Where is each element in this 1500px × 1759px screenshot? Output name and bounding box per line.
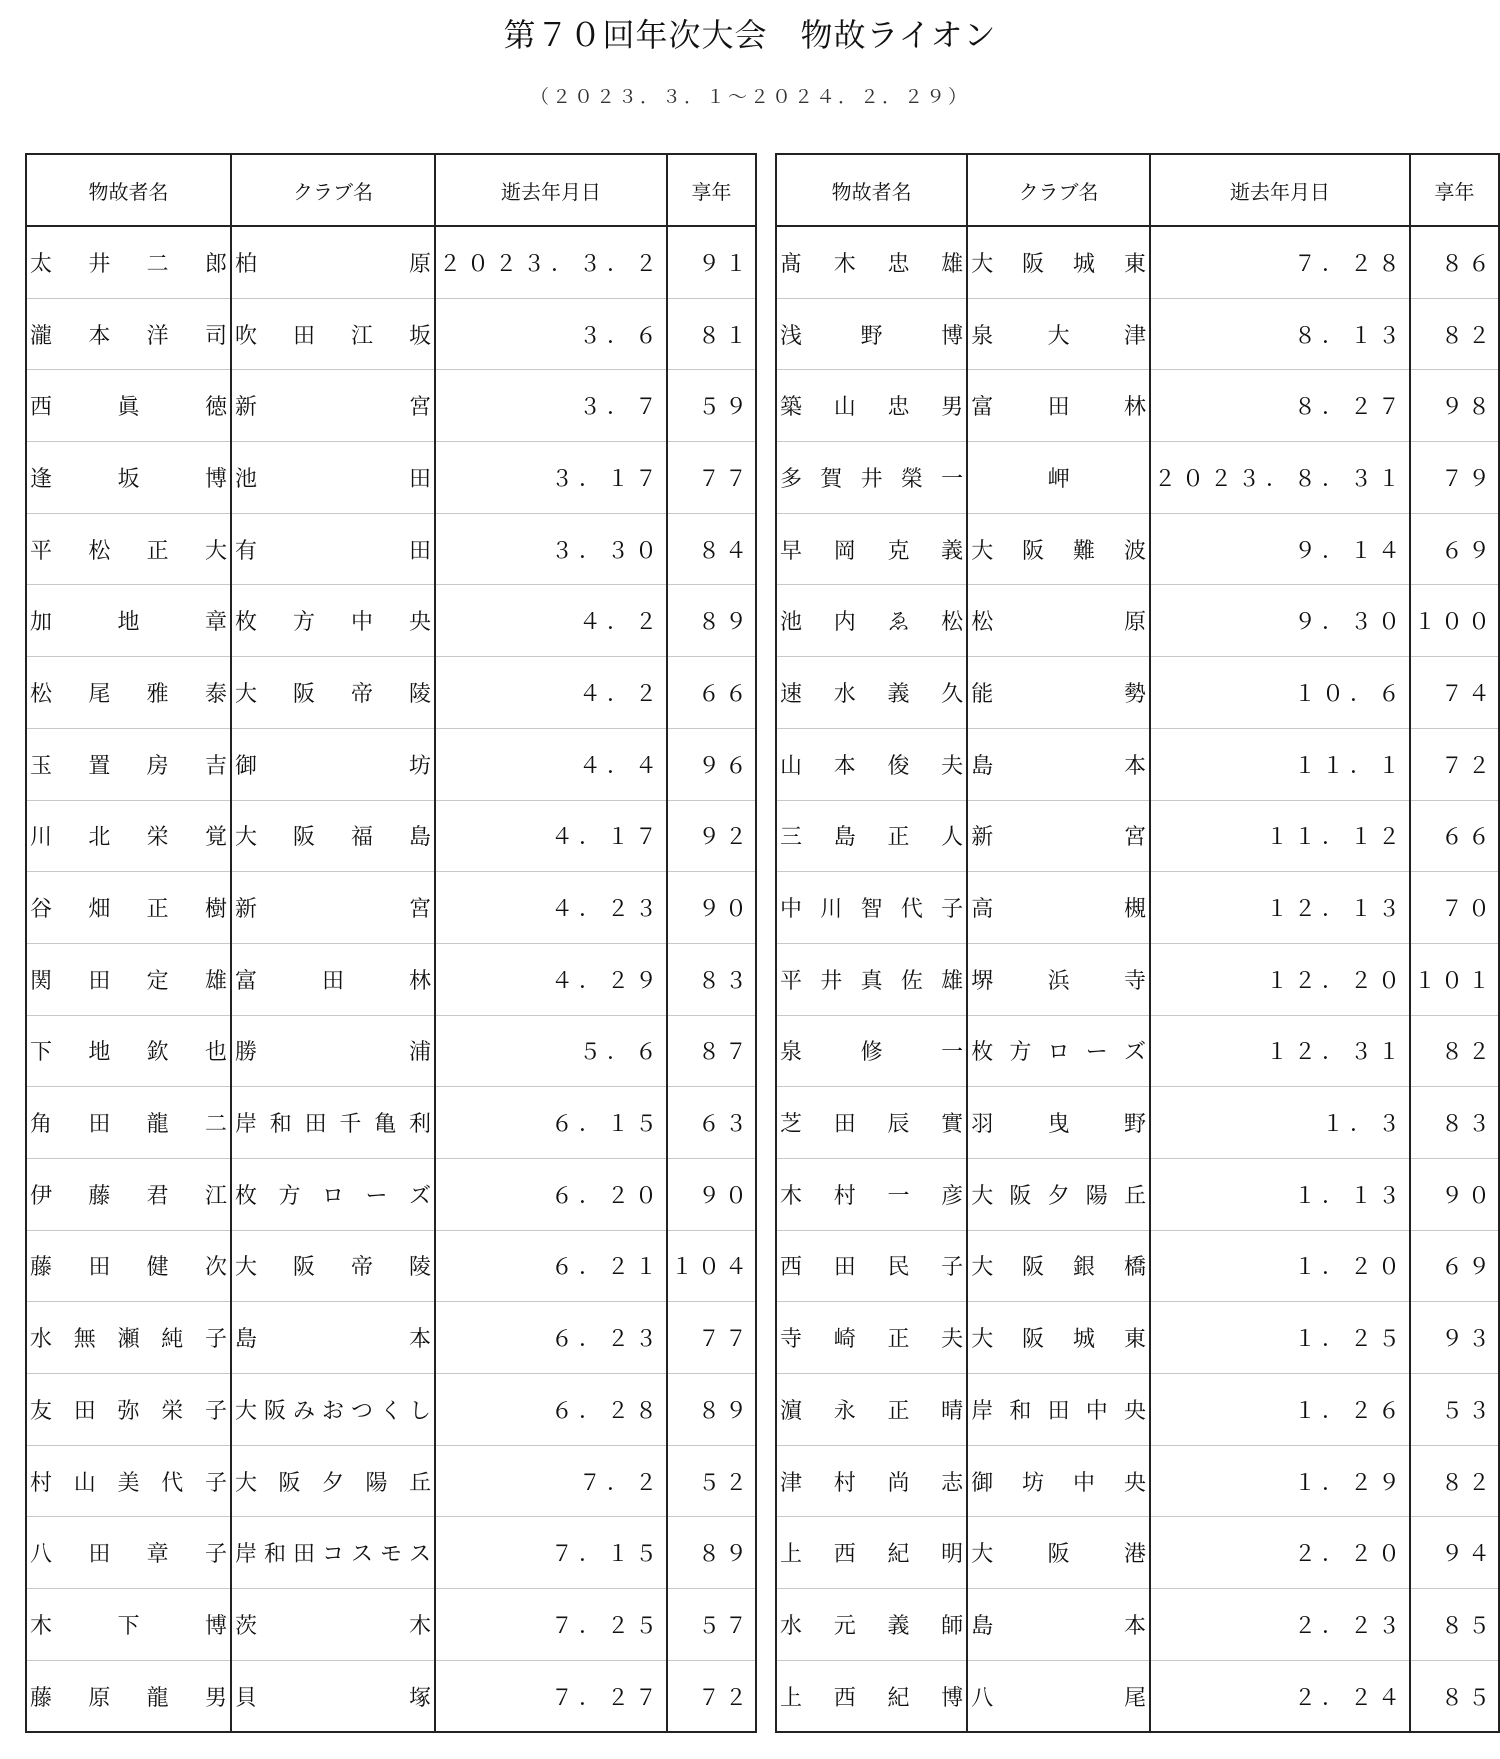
death-date: １．３ <box>1150 1087 1410 1159</box>
age-at-death: １００ <box>1410 585 1499 657</box>
death-date: ６．２８ <box>435 1374 667 1446</box>
death-date: ６．１５ <box>435 1087 667 1159</box>
death-date: ６．２０ <box>435 1158 667 1230</box>
age-at-death: ８５ <box>1410 1660 1499 1732</box>
deceased-name: 平 井 真 佐 雄 <box>776 943 967 1015</box>
death-date: １２．３１ <box>1150 1015 1410 1087</box>
age-at-death: ６９ <box>1410 1230 1499 1302</box>
deceased-name: 八 田 章 子 <box>26 1517 231 1589</box>
deceased-name: 早 岡 克 義 <box>776 513 967 585</box>
age-at-death: ８９ <box>667 585 756 657</box>
age-at-death: ９０ <box>1410 1158 1499 1230</box>
death-date: ６．２１ <box>435 1230 667 1302</box>
age-at-death: ９６ <box>667 728 756 800</box>
club-name: 新 宮 <box>231 872 435 944</box>
table-row <box>26 728 756 800</box>
table-row <box>26 298 756 370</box>
club-name: 八 尾 <box>967 1660 1150 1732</box>
deceased-name: 上 西 紀 博 <box>776 1660 967 1732</box>
table-row <box>26 657 756 729</box>
age-at-death: ９４ <box>1410 1517 1499 1589</box>
deceased-name: 山 本 俊 夫 <box>776 728 967 800</box>
header-date: 逝去年月日 <box>1150 154 1410 226</box>
club-name: 羽 曳 野 <box>967 1087 1150 1159</box>
header-row <box>26 154 756 226</box>
table-row <box>776 1660 1499 1732</box>
deceased-name: 松 尾 雅 泰 <box>26 657 231 729</box>
club-name: 能 勢 <box>967 657 1150 729</box>
deceased-name: 築 山 忠 男 <box>776 370 967 442</box>
death-date: ５．６ <box>435 1015 667 1087</box>
club-name: 大 阪 夕 陽 丘 <box>967 1158 1150 1230</box>
deceased-name: 泉 修 一 <box>776 1015 967 1087</box>
death-date: ４．４ <box>435 728 667 800</box>
death-date: ７．２ <box>435 1445 667 1517</box>
club-name: 貝 塚 <box>231 1660 435 1732</box>
death-date: １．２５ <box>1150 1302 1410 1374</box>
age-at-death: ８７ <box>667 1015 756 1087</box>
age-at-death: ５９ <box>667 370 756 442</box>
club-name: 岬 <box>967 442 1150 514</box>
club-name: 御 坊 中 央 <box>967 1445 1150 1517</box>
deceased-name: 中 川 智 代 子 <box>776 872 967 944</box>
table-row <box>26 1445 756 1517</box>
club-name: 新 宮 <box>967 800 1150 872</box>
age-at-death: ９０ <box>667 1158 756 1230</box>
club-name: 岸 和 田 コ ス モ ス <box>231 1517 435 1589</box>
club-name: 島 本 <box>967 1589 1150 1661</box>
table-row <box>776 585 1499 657</box>
age-at-death: ８５ <box>1410 1589 1499 1661</box>
death-date: １１．１ <box>1150 728 1410 800</box>
deceased-name: 水 元 義 師 <box>776 1589 967 1661</box>
death-date: ２０２３．８．３１ <box>1150 442 1410 514</box>
header-name: 物故者名 <box>26 154 231 226</box>
deceased-name: 玉 置 房 吉 <box>26 728 231 800</box>
table-row <box>26 370 756 442</box>
age-at-death: ７７ <box>667 442 756 514</box>
deceased-name: 多 賀 井 榮 一 <box>776 442 967 514</box>
death-date: ８．２７ <box>1150 370 1410 442</box>
deceased-name: 加 地 章 <box>26 585 231 657</box>
age-at-death: ７４ <box>1410 657 1499 729</box>
deceased-name: 西 眞 徳 <box>26 370 231 442</box>
death-date: １．２９ <box>1150 1445 1410 1517</box>
memorial-table-left <box>25 153 757 1733</box>
deceased-name: 角 田 龍 二 <box>26 1087 231 1159</box>
club-name: 勝 浦 <box>231 1015 435 1087</box>
death-date: １．２０ <box>1150 1230 1410 1302</box>
age-at-death: ７２ <box>1410 728 1499 800</box>
deceased-name: 西 田 民 子 <box>776 1230 967 1302</box>
table-row <box>776 657 1499 729</box>
death-date: ９．３０ <box>1150 585 1410 657</box>
table-row <box>26 1230 756 1302</box>
period-range: （２０２３．３．１～２０２４．２．２９） <box>529 86 970 108</box>
club-name: 茨 木 <box>231 1589 435 1661</box>
table-row <box>26 442 756 514</box>
age-at-death: ７２ <box>667 1660 756 1732</box>
club-name: 島 本 <box>967 728 1150 800</box>
table-row <box>776 513 1499 585</box>
deceased-name: 寺 崎 正 夫 <box>776 1302 967 1374</box>
death-date: ４．２９ <box>435 943 667 1015</box>
deceased-name: 下 地 欽 也 <box>26 1015 231 1087</box>
table-row <box>776 1445 1499 1517</box>
table-row <box>776 872 1499 944</box>
death-date: １．１３ <box>1150 1158 1410 1230</box>
deceased-name: 村 山 美 代 子 <box>26 1445 231 1517</box>
table-row <box>776 800 1499 872</box>
death-date: ２０２３．３．２ <box>435 226 667 298</box>
page-title: 第７０回年次大会 物故ライオン <box>503 16 997 54</box>
death-date: ７．２７ <box>435 1660 667 1732</box>
age-at-death: ５７ <box>667 1589 756 1661</box>
deceased-name: 池 内 ゑ 松 <box>776 585 967 657</box>
club-name: 大 阪 帝 陵 <box>231 657 435 729</box>
death-date: １０．６ <box>1150 657 1410 729</box>
age-at-death: １０１ <box>1410 943 1499 1015</box>
age-at-death: ８４ <box>667 513 756 585</box>
age-at-death: ６３ <box>667 1087 756 1159</box>
club-name: 新 宮 <box>231 370 435 442</box>
death-date: ３．６ <box>435 298 667 370</box>
table-row <box>26 872 756 944</box>
age-at-death: ９０ <box>667 872 756 944</box>
table-row <box>776 1589 1499 1661</box>
age-at-death: ８２ <box>1410 298 1499 370</box>
club-name: 富 田 林 <box>231 943 435 1015</box>
club-name: 大 阪 福 島 <box>231 800 435 872</box>
age-at-death: ８３ <box>1410 1087 1499 1159</box>
death-date: ４．１７ <box>435 800 667 872</box>
header-club: クラブ名 <box>967 154 1150 226</box>
table-row <box>776 1374 1499 1446</box>
table-row <box>776 1230 1499 1302</box>
header-age: 享年 <box>667 154 756 226</box>
club-name: 堺 浜 寺 <box>967 943 1150 1015</box>
table-row <box>776 226 1499 298</box>
table-row <box>776 728 1499 800</box>
header-date: 逝去年月日 <box>435 154 667 226</box>
age-at-death: １０４ <box>667 1230 756 1302</box>
deceased-name: 藤 田 健 次 <box>26 1230 231 1302</box>
death-date: １２．１３ <box>1150 872 1410 944</box>
club-name: 大 阪 帝 陵 <box>231 1230 435 1302</box>
club-name: 大 阪 夕 陽 丘 <box>231 1445 435 1517</box>
memorial-rows-right <box>776 226 1499 1732</box>
deceased-name: 川 北 栄 覚 <box>26 800 231 872</box>
table-row <box>26 513 756 585</box>
death-date: ４．２ <box>435 585 667 657</box>
death-date: １．２６ <box>1150 1374 1410 1446</box>
deceased-name: 友 田 弥 栄 子 <box>26 1374 231 1446</box>
deceased-name: 三 島 正 人 <box>776 800 967 872</box>
club-name: 池 田 <box>231 442 435 514</box>
deceased-name: 津 村 尚 志 <box>776 1445 967 1517</box>
deceased-name: 芝 田 辰 實 <box>776 1087 967 1159</box>
table-row <box>26 800 756 872</box>
age-at-death: ７９ <box>1410 442 1499 514</box>
table-row <box>776 1302 1499 1374</box>
deceased-name: 瀧 本 洋 司 <box>26 298 231 370</box>
age-at-death: ５３ <box>1410 1374 1499 1446</box>
age-at-death: ９３ <box>1410 1302 1499 1374</box>
club-name: 大 阪 み お つ く し <box>231 1374 435 1446</box>
club-name: 枚 方 中 央 <box>231 585 435 657</box>
deceased-name: 藤 原 龍 男 <box>26 1660 231 1732</box>
age-at-death: ８３ <box>667 943 756 1015</box>
header-row <box>776 154 1499 226</box>
death-date: ４．２ <box>435 657 667 729</box>
death-date: ６．２３ <box>435 1302 667 1374</box>
table-row <box>776 1517 1499 1589</box>
deceased-name: 平 松 正 大 <box>26 513 231 585</box>
death-date: ３．３０ <box>435 513 667 585</box>
table-row <box>26 1158 756 1230</box>
table-row <box>26 1087 756 1159</box>
age-at-death: ５２ <box>667 1445 756 1517</box>
death-date: ９．１４ <box>1150 513 1410 585</box>
deceased-name: 水 無 瀬 純 子 <box>26 1302 231 1374</box>
club-name: 大 阪 銀 橋 <box>967 1230 1150 1302</box>
club-name: 岸 和 田 千 亀 利 <box>231 1087 435 1159</box>
table-row <box>776 298 1499 370</box>
deceased-name: 谷 畑 正 樹 <box>26 872 231 944</box>
table-row <box>26 1374 756 1446</box>
death-date: ４．２３ <box>435 872 667 944</box>
club-name: 高 槻 <box>967 872 1150 944</box>
death-date: １１．１２ <box>1150 800 1410 872</box>
club-name: 大 阪 難 波 <box>967 513 1150 585</box>
header-club: クラブ名 <box>231 154 435 226</box>
death-date: ７．２８ <box>1150 226 1410 298</box>
deceased-name: 速 水 義 久 <box>776 657 967 729</box>
death-date: ２．２４ <box>1150 1660 1410 1732</box>
age-at-death: ８９ <box>667 1517 756 1589</box>
table-row <box>26 226 756 298</box>
header-age: 享年 <box>1410 154 1499 226</box>
deceased-name: 髙 木 忠 雄 <box>776 226 967 298</box>
club-name: 大 阪 城 東 <box>967 226 1150 298</box>
age-at-death: ６６ <box>667 657 756 729</box>
age-at-death: ８１ <box>667 298 756 370</box>
club-name: 富 田 林 <box>967 370 1150 442</box>
deceased-name: 木 下 博 <box>26 1589 231 1661</box>
club-name: 大 阪 城 東 <box>967 1302 1150 1374</box>
age-at-death: ８２ <box>1410 1015 1499 1087</box>
deceased-name: 逢 坂 博 <box>26 442 231 514</box>
age-at-death: ６６ <box>1410 800 1499 872</box>
death-date: ２．２０ <box>1150 1517 1410 1589</box>
club-name: 柏 原 <box>231 226 435 298</box>
death-date: ２．２３ <box>1150 1589 1410 1661</box>
deceased-name: 濵 永 正 晴 <box>776 1374 967 1446</box>
header-name: 物故者名 <box>776 154 967 226</box>
table-row <box>26 1660 756 1732</box>
club-name: 枚 方 ロ ー ズ <box>967 1015 1150 1087</box>
table-row <box>776 1087 1499 1159</box>
table-row <box>26 585 756 657</box>
table-row <box>26 1302 756 1374</box>
table-row <box>26 1517 756 1589</box>
death-date: ７．２５ <box>435 1589 667 1661</box>
memorial-table-right <box>775 153 1500 1733</box>
death-date: ７．１５ <box>435 1517 667 1589</box>
club-name: 有 田 <box>231 513 435 585</box>
memorial-rows-left <box>26 226 756 1732</box>
club-name: 泉 大 津 <box>967 298 1150 370</box>
deceased-name: 太 井 二 郎 <box>26 226 231 298</box>
deceased-name: 関 田 定 雄 <box>26 943 231 1015</box>
club-name: 島 本 <box>231 1302 435 1374</box>
club-name: 御 坊 <box>231 728 435 800</box>
death-date: ３．７ <box>435 370 667 442</box>
age-at-death: ８９ <box>667 1374 756 1446</box>
deceased-name: 浅 野 博 <box>776 298 967 370</box>
age-at-death: ８２ <box>1410 1445 1499 1517</box>
deceased-name: 伊 藤 君 江 <box>26 1158 231 1230</box>
age-at-death: ９８ <box>1410 370 1499 442</box>
deceased-name: 上 西 紀 明 <box>776 1517 967 1589</box>
age-at-death: ８６ <box>1410 226 1499 298</box>
table-row <box>776 1015 1499 1087</box>
age-at-death: ７０ <box>1410 872 1499 944</box>
age-at-death: ６９ <box>1410 513 1499 585</box>
table-row <box>776 943 1499 1015</box>
club-name: 枚 方 ロ ー ズ <box>231 1158 435 1230</box>
table-row <box>776 370 1499 442</box>
deceased-name: 木 村 一 彦 <box>776 1158 967 1230</box>
death-date: ３．１７ <box>435 442 667 514</box>
table-row <box>776 442 1499 514</box>
table-row <box>26 943 756 1015</box>
age-at-death: ９２ <box>667 800 756 872</box>
club-name: 大 阪 港 <box>967 1517 1150 1589</box>
age-at-death: ９１ <box>667 226 756 298</box>
death-date: ８．１３ <box>1150 298 1410 370</box>
club-name: 松 原 <box>967 585 1150 657</box>
club-name: 吹 田 江 坂 <box>231 298 435 370</box>
table-row <box>26 1589 756 1661</box>
club-name: 岸 和 田 中 央 <box>967 1374 1150 1446</box>
table-row <box>776 1158 1499 1230</box>
age-at-death: ７７ <box>667 1302 756 1374</box>
table-row <box>26 1015 756 1087</box>
death-date: １２．２０ <box>1150 943 1410 1015</box>
